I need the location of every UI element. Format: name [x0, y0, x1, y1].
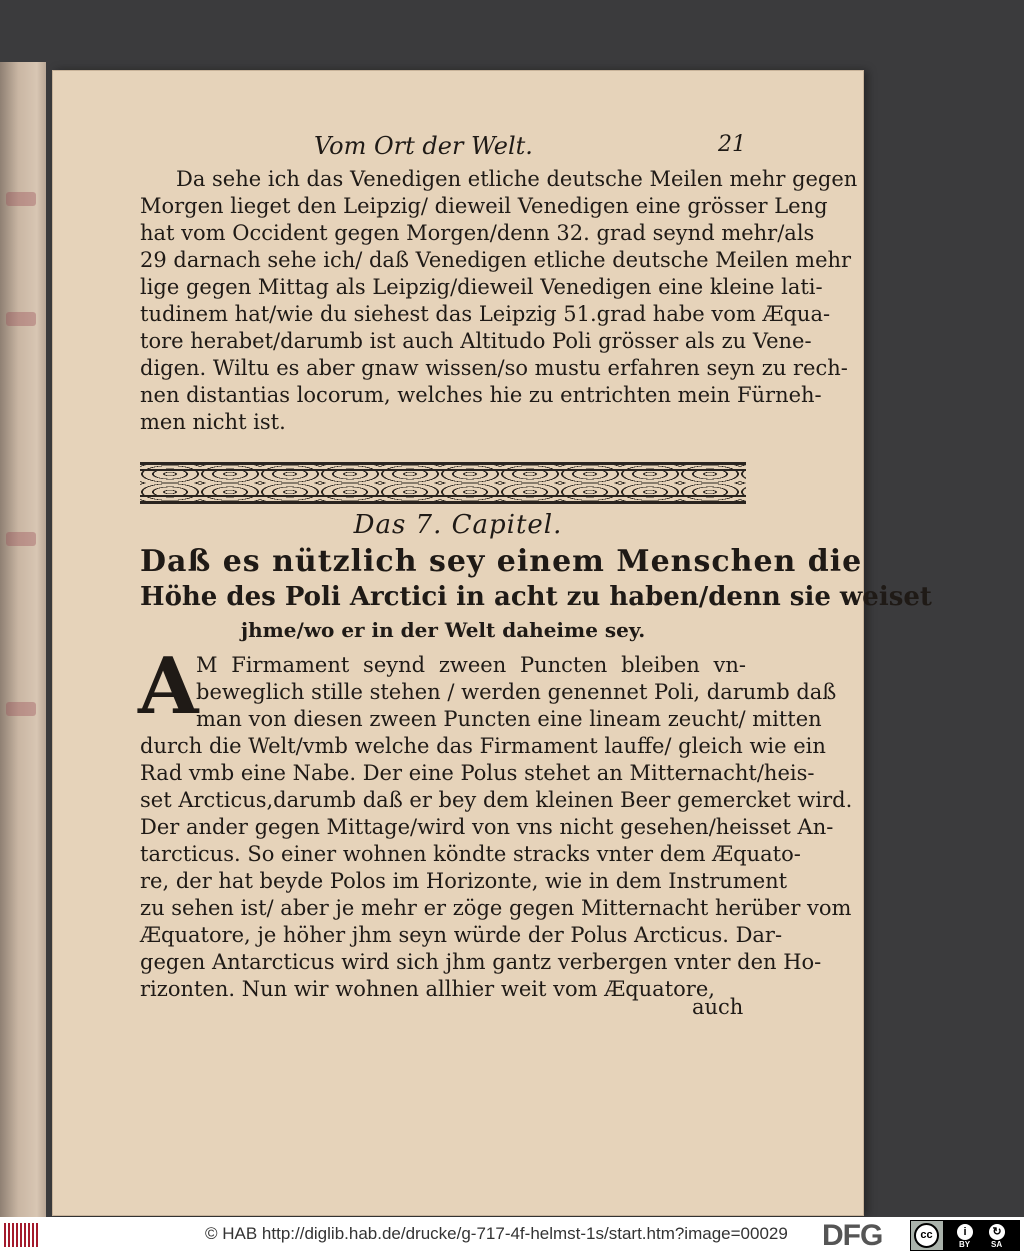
- cc-license-badge[interactable]: [910, 1220, 1020, 1251]
- text-line: set Arcticus,darumb daß er bey dem kleinen Beer gemercket wird.: [140, 788, 853, 812]
- text-line: 29 darnach sehe ich/ daß Venedigen etliche deutsche Meilen mehr: [140, 248, 852, 272]
- catchword: auch: [692, 995, 744, 1019]
- footer-bar: [0, 1217, 1024, 1254]
- text-line: Rad vmb eine Nabe. Der eine Polus stehet an Mitternacht/heis-: [140, 761, 815, 785]
- text-line: digen. Wiltu es aber gnaw wissen/so mustu erfahren seyn zu rech-: [140, 356, 848, 380]
- text-line: Morgen lieget den Leipzig/ dieweil Venedigen eine grösser Leng: [140, 194, 828, 218]
- text-line: men nicht ist.: [140, 410, 286, 434]
- license-by-label: BY: [959, 1240, 971, 1249]
- bleed-mark: [6, 192, 36, 206]
- license-strip: [943, 1221, 1019, 1250]
- text-line: re, der hat beyde Polos im Horizonte, wie in dem Instrument: [140, 869, 788, 893]
- ornamental-border: [140, 462, 746, 504]
- text-line: man von diesen zween Puncten eine lineam zeucht/ mitten: [196, 707, 822, 731]
- chapter-label: Das 7. Capitel.: [353, 510, 563, 540]
- license-sa-label: SA: [991, 1240, 1003, 1249]
- text-line: rizonten. Nun wir wohnen allhier weit vom Æquatore,: [140, 977, 715, 1001]
- book-page: [52, 70, 932, 1216]
- text-line: zu sehen ist/ aber je mehr er zöge gegen Mitternacht herüber vom: [140, 896, 852, 920]
- cc-icon: cc: [914, 1223, 939, 1248]
- attribution-icon: i: [957, 1224, 973, 1240]
- left-page-edge: [0, 62, 46, 1217]
- page-number: 21: [718, 132, 746, 157]
- page-header: [52, 132, 864, 162]
- text-line: M Firmament seynd zween Puncten bleiben vn-: [196, 653, 746, 677]
- text-line: Æquatore, je höher jhm seyn würde der Polus Arcticus. Dar-: [140, 923, 783, 947]
- chapter-title-line: Höhe des Poli Arctici in acht zu haben/denn sie weiset: [140, 582, 932, 612]
- text-line: durch die Welt/vmb welche das Firmament lauffe/ gleich wie ein: [140, 734, 826, 758]
- text-line: tudinem hat/wie du siehest das Leipzig 51.grad habe vom Æqua-: [140, 302, 831, 326]
- text-line: lige gegen Mittag als Leipzig/dieweil Venedigen eine kleine lati-: [140, 275, 823, 299]
- share-alike-icon: ↻: [989, 1224, 1005, 1240]
- text-line: tarcticus. So einer wohnen köndte stracks vnter dem Æquato-: [140, 842, 801, 866]
- attribution-link[interactable]: © HAB http://diglib.hab.de/drucke/g-717-4f-helmst-1s/start.htm?image=00029: [205, 1224, 788, 1243]
- bleed-mark: [6, 312, 36, 326]
- text-line: Da sehe ich das Venedigen etliche deutsche Meilen mehr gegen: [176, 167, 858, 191]
- dfg-logo: DFG: [822, 1219, 883, 1252]
- running-head: Vom Ort der Welt.: [314, 132, 533, 160]
- text-line: beweglich stille stehen / werden genennet Poli, darumb daß: [196, 680, 837, 704]
- text-line: Der ander gegen Mittage/wird von vns nicht gesehen/heisset An-: [140, 815, 834, 839]
- chapter-title-line: Daß es nützlich sey einem Menschen die: [140, 544, 863, 579]
- text-line: hat vom Occident gegen Morgen/denn 32. grad seynd mehr/als: [140, 221, 815, 245]
- text-line: gegen Antarcticus wird sich jhm gantz verbergen vnter den Ho-: [140, 950, 822, 974]
- bleed-mark: [6, 532, 36, 546]
- chapter-title-line: jhme/wo er in der Welt daheime sey.: [240, 618, 646, 642]
- bleed-mark: [6, 702, 36, 716]
- hab-logo-icon: [4, 1223, 40, 1247]
- text-line: nen distantias locorum, welches hie zu entrichten mein Fürneh-: [140, 383, 822, 407]
- drop-cap: A: [138, 641, 199, 732]
- text-line: tore herabet/darumb ist auch Altitudo Poli grösser als zu Vene-: [140, 329, 812, 353]
